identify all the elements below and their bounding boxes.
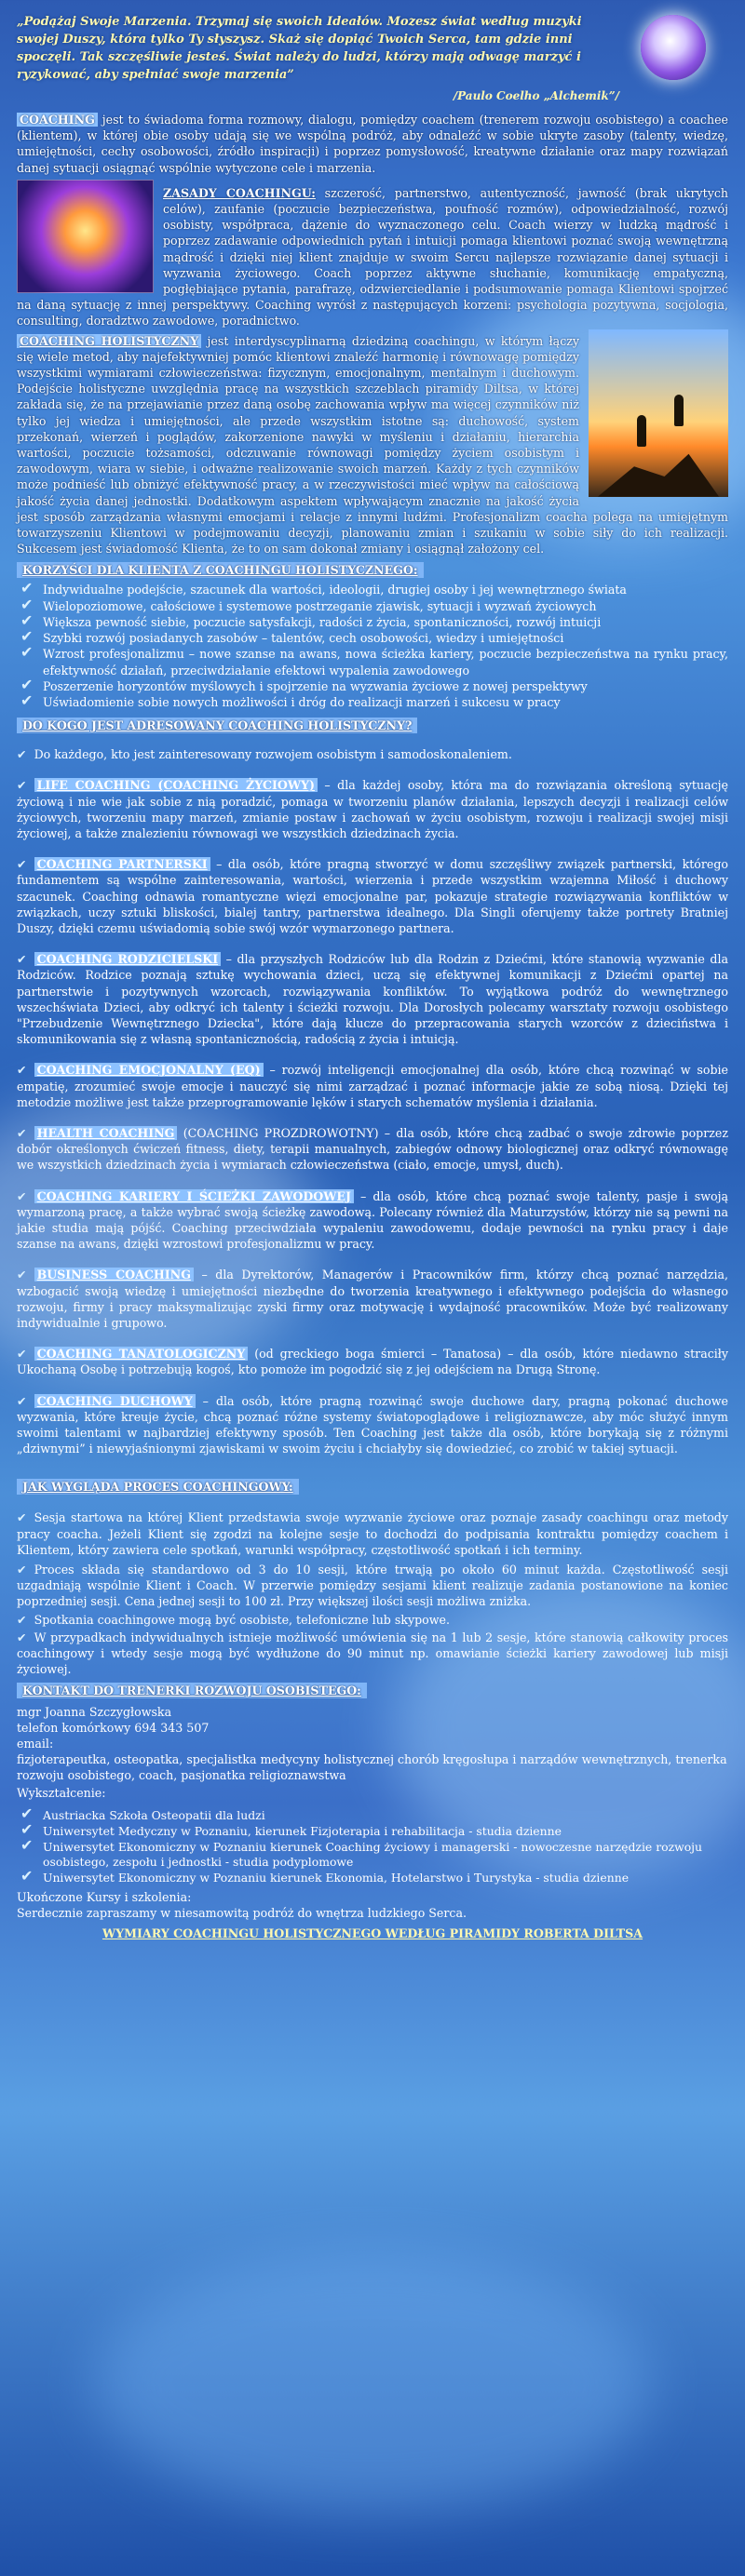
audience-item xyxy=(17,856,728,936)
contact-heading: KONTAKT DO TRENERKI ROZWOJU OSOBISTEGO: xyxy=(17,1683,367,1698)
education-list xyxy=(17,1805,728,1885)
audience-item xyxy=(17,777,728,841)
background-glow xyxy=(93,2252,652,2513)
chakra-image xyxy=(17,180,154,293)
audience-everyone-text: Do każdego, kto jest zainteresowany rozwojem osobistym i samodoskonaleniem. xyxy=(34,747,512,762)
audience-text: – rozwój inteligencji emocjonalnej dla osób, które chcą rozwinąć w sobie empatię, zrozumieć swoje emocje i nauczyć się nimi zarządzać i poznać informacje jakie ze sobą niosą. Dzięki tej metodzie możliwe jest także przeprogramowanie lęków i starych schematów myślenia i działania. xyxy=(17,1063,729,1109)
benefit-item xyxy=(17,643,728,678)
process-text: Sesja startowa na której Klient przedstawia swoje wyzwanie życiowe oraz poznaje zasady coachingu oraz metody pracy coacha. Jeżeli Klient się zgodzi na kolejne sesje to dochodzi do podpisania kontraktu pomiędzy coachem i Klientem, który zawiera cele spotkań, warunki współpracy, częstotliwość spotkań i ich terminy. xyxy=(17,1510,728,1557)
check-icon: ✔ xyxy=(17,1393,27,1408)
benefit-item xyxy=(17,627,728,646)
check-icon: ✔ xyxy=(17,857,27,872)
audience-everyone xyxy=(17,746,728,762)
check-icon: ✔ xyxy=(20,691,34,709)
quote-text: „Podążaj Swoje Marzenia. Trzymaj się swoich Ideałów. Mozesz świat według muzyki swojej Duszy, która tylko Ty słyszysz. Skaż się dopiąć Twoich Serca, tam gdzie inni spoczęli. Tak szczęśliwie jesteś. Świat należy do ludzi, którzy mają odwagę marzyć i ryzykować, aby spełniać swoje marzenia” xyxy=(17,15,582,82)
check-icon: ✔ xyxy=(20,1866,34,1885)
process-item xyxy=(17,1562,728,1610)
benefit-item xyxy=(17,610,728,630)
check-icon: ✔ xyxy=(17,1125,27,1140)
audience-heading: DO KOGO JEST ADRESOWANY COACHING HOLISTYCZNY? xyxy=(17,718,417,733)
benefit-item xyxy=(17,675,728,694)
check-icon: ✔ xyxy=(20,627,34,646)
intro-paragraph xyxy=(0,112,745,176)
contact-email: email: xyxy=(17,1737,54,1751)
rules-text: szczerość, partnerstwo, autentyczność, jawność (brak ukrytych celów), zaufanie (poczucie bezpieczeństwa, poufność rozmów), odpowiedzialność, rozwój osobisty, współpraca, dążenie do wyznaczonego celu. Coach wierzy w ludzką mądrość i poprzez zadawanie odpowiednich pytań i intuicji pomaga klientowi poznać swoją wewnętrzną mądrość i dzięki niej klient znajduje w swoim Sercu najlepsze rozwiązanie danej sytuacji i wyzwania życiowego. Coach poprzez aktywne słuchanie, komunikację empatyczną, pogłębiające pytania, parafrazę, odzwierciedlanie i podsumowanie pomaga Klientowi spojrzeć na daną sytuację z innej perspektywy. Coaching wyrósł z następujących korzeni: psychologia pozytywna, socjologia, consulting, doradztwo zawodowe, poradnictwo. xyxy=(17,185,728,329)
benefit-text: Wielopoziomowe, całościowe i systemowe postrzeganie zjawisk, sytuacji i wyzwań życiowych xyxy=(43,598,597,613)
benefit-text: Wzrost profesjonalizmu – nowe szanse na awans, nowa ścieżka kariery, poczucie bezpieczeństwa na rynku pracy, efektywność działań, przeciwdziałanie efektowi wypalenia zawodowego xyxy=(43,647,728,678)
audience-tag: COACHING DUCHOWY xyxy=(34,1394,196,1408)
audience-tag: COACHING PARTNERSKI xyxy=(34,857,210,871)
check-icon: ✔ xyxy=(20,1835,34,1854)
check-icon: ✔ xyxy=(20,610,34,629)
contact-block xyxy=(0,1704,745,1801)
benefit-text: Uświadomienie sobie nowych możliwości i dróg do realizacji marzeń i sukcesu w pracy xyxy=(43,694,561,709)
orb-image xyxy=(641,15,706,80)
benefit-text: Większa pewność siebie, poczucie satysfakcji, radości z życia, spontaniczności, rozwój intuicji xyxy=(43,614,602,629)
benefit-text: Poszerzenie horyzontów myślowych i spojrzenie na wyzwania życiowe z nowej perspektywy xyxy=(43,678,588,693)
process-text: Proces składa się standardowo od 3 do 10 sesji, które trwają po około 60 minut każda. Częstotliwość sesji uzgadniają wspólnie Klient i Coach. W przerwie pomiędzy sesjami klient realizuje zadania postanowione na koniec poprzedniej sesji. Cena jednej sesji to 100 zł. Przy większej ilości sesji możliwa zniżka. xyxy=(17,1563,728,1609)
education-label: Wykształcenie: xyxy=(17,1786,106,1801)
check-icon: ✔ xyxy=(17,1630,27,1644)
audience-text: – dla osób, które pragną stworzyć w domu szczęśliwy związek partnerski, którego fundamentem są wspólne zainteresowania, wartości, wierzenia i przede wszystkim wzajemna Miłość i duchowy szacunek. Coaching odnawia romantyczne więzi emocjonalne par, pokazuje strategie rozwiązywania konfliktów w związkach, uczy sztuki bliskości, bialej tantry, partnerstwa idealnego. Dla Singli oferujemy także portrety Bratniej Duszy, dzięki czemu uświadomią sobie swój wzór wymarzonego partnera. xyxy=(17,857,728,935)
audience-tag: LIFE COACHING (COACHING ŻYCIOWY) xyxy=(34,778,318,792)
check-icon: ✔ xyxy=(17,1563,27,1577)
audience-text: (od greckiego boga śmierci – Tanatosa) – dla osób, które niedawno straciły Ukochaną Osobę i potrzebują kogoś, kto pomoże im pogodzić się z jej odejściem na Drugą Stronę. xyxy=(17,1347,728,1377)
benefit-text: Indywidualne podejście, szacunek dla wartości, ideologii, drugiej osoby i jej wewnętrznego świata xyxy=(43,583,627,597)
education-item xyxy=(17,1866,728,1886)
rules-term: ZASADY COACHINGU: xyxy=(163,185,316,200)
courses-block xyxy=(0,1889,745,1921)
intro-term: COACHING xyxy=(17,113,98,127)
audience-tag: HEALTH COACHING xyxy=(34,1126,178,1140)
process-text: W przypadkach indywidualnych istnieje możliwość umówienia się na 1 lub 2 sesje, które stanowią całkowity proces coachingowy i wtedy sesje mogą być wydłużone do 90 minut np. omawianie ścieżki kariery zawodowej lub misji życiowej. xyxy=(17,1630,728,1677)
education-text: Uniwersytet Ekonomiczny w Poznaniu kierunek Ekonomia, Hotelarstwo i Turystyka - studia dzienne xyxy=(43,1870,630,1885)
audience-tag: COACHING KARIERY I ŚCIEŻKI ZAWODOWEJ xyxy=(34,1189,354,1203)
audience-tag: COACHING TANATOLOGICZNY xyxy=(34,1347,249,1361)
audience-item xyxy=(17,951,728,1047)
check-icon: ✔ xyxy=(17,1510,27,1525)
check-icon: ✔ xyxy=(20,1805,34,1823)
quote-section xyxy=(0,0,745,101)
sunset-image xyxy=(589,329,728,497)
audience-item xyxy=(17,1267,728,1331)
courses-text: Serdecznie zapraszamy w niesamowitą podróż do wnętrza ludzkiego Serca. xyxy=(17,1906,467,1921)
silhouette xyxy=(637,415,646,447)
audience-item xyxy=(17,1393,728,1457)
education-text: Uniwersytet Ekonomiczny w Poznaniu kierunek Coaching życiowy i managerski - nowoczesne narzędzie rozwoju osobistego, zespołu i jednostki - studia podyplomowe xyxy=(43,1839,702,1870)
audience-item xyxy=(17,1188,728,1253)
audience-text: – dla każdej osoby, która ma do rozwiązania określoną sytuację życiową i nie wie jak sobie z nią poradzić, pomaga w tworzeniu planów działania, lepszych decyzji i realizacji celów życiowych, tworzeniu mapy marzeń, zmianie postaw i zachowań w życiu osobistym, rozwoju i realizacji swojej misji życiowej, a także znalezieniu równowagi we wszystkich dziedzinach życia. xyxy=(17,778,729,840)
audience-tag: COACHING RODZICIELSKI xyxy=(34,952,222,966)
quote-author: /Paulo Coelho „Alchemik”/ xyxy=(453,89,619,102)
benefit-item xyxy=(17,595,728,614)
process-heading: JAK WYGLĄDA PROCES COACHINGOWY: xyxy=(17,1479,299,1495)
holistic-paragraph xyxy=(0,333,745,557)
education-text: Austriacka Szkoła Osteopatii dla ludzi xyxy=(43,1808,265,1823)
check-icon: ✔ xyxy=(17,1612,27,1627)
process-item xyxy=(17,1612,728,1628)
education-item xyxy=(17,1835,728,1871)
audience-text: – dla Dyrektorów, Managerów i Pracowników firm, którzy chcą poznać narzędzia, wzbogacić swoją wiedzę i umiejętności niezbędne do tworzenia kreatywnego i efektywnego podejścia do własnego rozwoju, firmy i pracy maksymalizując zyski firmy oraz motywację i wydajność pracowników. Może być realizowany indywidualnie i grupowo. xyxy=(17,1268,728,1330)
process-text: Spotkania coachingowe mogą być osobiste, telefoniczne lub skypowe. xyxy=(34,1612,450,1627)
audience-tag: COACHING EMOCJONALNY (EQ) xyxy=(34,1063,264,1077)
rock-shape xyxy=(598,447,719,497)
check-icon: ✔ xyxy=(20,643,34,662)
contact-phone: telefon komórkowy 694 343 507 xyxy=(17,1721,210,1736)
benefits-heading: KORZYŚCI DLA KLIENTA Z COACHINGU HOLISTYCZNEGO: xyxy=(17,562,424,578)
benefits-list xyxy=(17,579,728,710)
benefit-item xyxy=(17,691,728,710)
benefit-item xyxy=(17,579,728,597)
intro-text: jest to świadoma forma rozmowy, dialogu, pomiędzy coachem (trenerem rozwoju osobistego) a coachee (klientem), w której obie osoby udają się we wspólną podróż, aby odnaleźć w sobie ukryte zasoby (talenty, wiedzę, umiejętności, cechy osobowości, źródło inspiracji) i poprzez pomysłowość, kreatywne działanie oraz mapy rozwiązań danej sytuacji osiągnąć wspólnie wytyczone cele i marzenia. xyxy=(17,113,728,175)
benefit-text: Szybki rozwój posiadanych zasobów – talentów, cech osobowości, wiedzy i umiejętności xyxy=(43,631,564,646)
process-item xyxy=(17,1509,728,1558)
check-icon: ✔ xyxy=(20,579,34,597)
check-icon: ✔ xyxy=(17,1063,27,1078)
education-text: Uniwersytet Medyczny w Poznaniu, kierunek Fizjoterapia i rehabilitacja - studia dzienne xyxy=(43,1824,562,1839)
check-icon: ✔ xyxy=(17,778,27,793)
process-item xyxy=(17,1630,728,1678)
contact-name: mgr Joanna Szczygłowska xyxy=(17,1705,172,1720)
check-icon: ✔ xyxy=(20,1820,34,1839)
check-icon: ✔ xyxy=(17,1347,27,1362)
dilts-pyramid-link[interactable]: WYMIARY COACHINGU HOLISTYCZNEGO WEDŁUG PIRAMIDY ROBERTA DILTSA xyxy=(102,1926,643,1941)
check-icon: ✔ xyxy=(20,675,34,693)
audience-text: – dla osób, które chcą poznać swoje talenty, pasje i swoją wymarzoną pracę, a także wybrać swoją ścieżkę zawodową. Polecany również dla Maturzystów, którzy nie są pewni na jakie studia mają pójść. Coaching przeciwdziała wypaleniu zawodowemu, dodaje pewności na rynku pracy i daje szanse na awans, dzięki wzrostowi profesjonalizmu w pracy. xyxy=(17,1188,728,1252)
audience-text: – dla przyszłych Rodziców lub dla Rodzin z Dziećmi, które stanowią wyzwanie dla Rodziców. Rodzice poznają sztukę wychowania dzieci, uczą się efektywnej komunikacji z Dziećmi opartej na partnerstwie i pozytywnych wzorcach, rozwiązywania konfliktów. To wyjątkowa podróż do wewnętrznego wszechświata Dzieci, aby odkryć ich talenty i ścieżki rozwoju. Dla Dorosłych polecamy warsztaty rozwoju osobistego "Przebudzenie Wewnętrznego Dziecka", które dają klucze do przepracowania starych wzorców z dzieciństwa i skomunikowania się z własną spontanicznością, radością z życia i intuicją. xyxy=(17,952,728,1047)
education-item xyxy=(17,1820,728,1840)
silhouette xyxy=(674,395,684,426)
audience-item xyxy=(17,1125,728,1174)
audience-text: – dla osób, które pragną rozwinąć swoje duchowe dary, pragną pokonać duchowe wyzwania, które kreuje życie, chcą poznać różne systemy światopoglądowe i religioznawcze, aby móc służyć innym swoimi talentami w najbardziej efektywny sposób. Ten Coaching jest także dla osób, które borykają się z różnymi „dziwnymi” i niewyjaśnionymi zjawiskami w swoim życiu i chciałyby się dowiedzieć, co zrobić w takiej sytuacji. xyxy=(17,1393,728,1456)
contact-specialty: fizjoterapeutka, osteopatka, specjalistka medycyny holistycznej chorób kręgosłupa i narządów wewnętrznych, trenerka rozwoju osobistego, coach, pasjonatka religioznawstwa xyxy=(17,1752,727,1783)
audience-tag: BUSINESS COACHING xyxy=(34,1268,194,1281)
audience-item xyxy=(17,1346,728,1377)
education-item xyxy=(17,1805,728,1824)
check-icon: ✔ xyxy=(17,1188,27,1203)
holistic-term: COACHING HOLISTYCZNY xyxy=(17,334,201,348)
check-icon: ✔ xyxy=(17,747,27,762)
check-icon: ✔ xyxy=(17,1268,27,1282)
courses-label: Ukończone Kursy i szkolenia: xyxy=(17,1890,192,1905)
check-icon: ✔ xyxy=(20,595,34,613)
holistic-text: jest interdyscyplinarną dziedziną coachingu, w którym łączy się wiele metod, aby najefektywniej pomóc klientowi znaleźć harmonię i równowagę pomiędzy wszystkimi wymiarami człowieczeństwa: fizycznym, emocjonalnym, mentalnym i duchowym. Podejście holistyczne uwzględnia pracę na wszystkich szczeblach piramidy Diltsa, w której zakłada się, że na przejawianie przez daną osobę zachowania wpływ ma więcej czynników niż tylko jej wiedza i umiejętności, ale przede wszystkim istotne są: duchowość, system przekonań, wierzeń i poglądów, zakorzenione nawyki w myśleniu i działaniu, hierarchia wartości, poczucie tożsamości, odczuwanie równowagi pomiędzy życiem osobistym i zawodowym, wiara w siebie, i odważne realizowanie swoich marzeń. Każdy z tych czynników może podnieść lub obniżyć efektywność pracy, a w rzeczywistości mieć wpływ na całościową jakość życia danej jednostki. Dodatkowym aspektem wpływającym znacznie na jakość życia jest sposób zarządzania własnymi emocjami i relacje z innymi ludźmi. Profesjonalizm coacha polega na umiejętnym towarzyszeniu Klientowi w podejmowaniu decyzji, planowaniu zmian i szukaniu w sobie siły do ich realizacji. Sukcesem jest świadomość Klienta, że to on sam dokonał zmiany i osiągnął założony cel. xyxy=(17,333,728,557)
audience-text: (COACHING PROZDROWOTNY) – dla osób, które chcą zadbać o swoje zdrowie poprzez dobór określonych ćwiczeń fitness, diety, terapii manualnych, zabiegów odnowy biologicznej oraz odkryć równowagę we wszystkich dziedzinach życia i wymiarach człowieczeństwa (ciało, emocje, umysł, duch). xyxy=(17,1125,728,1173)
check-icon: ✔ xyxy=(17,952,27,967)
rules-paragraph xyxy=(0,185,745,329)
audience-item xyxy=(17,1062,728,1110)
